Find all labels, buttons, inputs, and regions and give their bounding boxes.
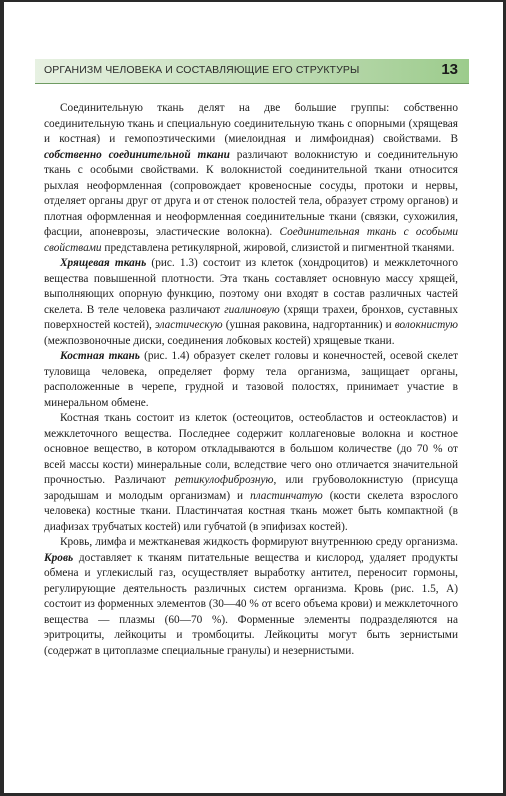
text-run: (кости скелета взрослого человека) костные ткани. Пластинчатая костная ткань может быть компактной (в диафизах трубчатых костей) или губчатой (в эпифизах костей). [44, 489, 458, 533]
italic-term: гиалиновую [224, 303, 280, 316]
text-run: (рис. 1.4) образует скелет головы и конечностей, осевой скелет туловища человека, определяет форму тела организма, защищает органы, расположенные в черепе, грудной и тазовой полостях, принимает участие в минеральном обмене. [44, 350, 459, 409]
paragraph [44, 349, 458, 411]
page-frame-left [0, 0, 4, 796]
paragraph [44, 256, 458, 349]
running-header-title: ОРГАНИЗМ ЧЕЛОВЕКА И СОСТАВЛЯЮЩИЕ ЕГО СТРУКТУРЫ [44, 64, 360, 76]
emphasized-term: Хрящевая ткань [60, 257, 147, 269]
emphasized-term: Кровь [44, 551, 74, 564]
italic-term: эластическую [154, 319, 223, 331]
text-run: Костная ткань состоит из клеток (остеоцитов, остеобластов и остеокластов) и межклеточного вещества. Последнее содержит коллагеновые волокна и костное основное вещество, в котором откладываются в большом количестве (до 70 % от всей массы кости) минеральные соли, вследствие чего оно отличается значительной прочностью. Различают [44, 412, 458, 486]
italic-term: ретикулофиброзную [174, 474, 274, 486]
text-run: Соединительную ткань делят на две большие группы: собственно соединительную ткань и специальную соединительную ткань с опорными (хрящевая и костная) и гемопоэтическими (миелоидная и лимфоидная) свойствами. В [44, 102, 458, 145]
text-run: представлена ретикулярной, жировой, слизистой и пигментной тканями. [101, 241, 455, 254]
italic-term: пластинчатую [250, 489, 323, 502]
emphasized-term: Костная ткань [60, 350, 140, 362]
text-run: различают волокнистую и соединительную ткань с особыми свойствами. К волокнистой соединительной ткани относится рыхлая неоформленная (сопровождает кровеносные сосуды, протоки и нервы, отделяет органы друг от друга и от стенок полостей тела, образует строму органов) и плотная оформленная и неоформленная соединительные ткани (связки, сухожилия, фасции, апоневрозы, эластические волокна). [44, 148, 458, 238]
text-run: (межпозвоночные диски, соединения лобковых костей) хрящевые ткани. [44, 334, 395, 347]
paragraph [44, 101, 458, 256]
text-run: (рис. 1.3) состоит из клеток (хондроцитов) и межклеточного вещества повышенной плотности. Эта ткань составляет основную массу хрящей, выполняющих опорную функцию, поэтому они входят в состав различных частей скелета. В теле человека различают [44, 257, 458, 316]
italic-term: волокнистую [394, 319, 458, 331]
paragraph [44, 535, 458, 659]
emphasized-term: собственно соединительной ткани [44, 148, 230, 161]
text-run: доставляет к тканям питательные вещества и кислород, удаляет продукты обмена и углекислый газ, осуществляет выработку антител, переносит гормоны, регулирующие деятельность различных систем организма. Кровь (рис. 1.5, А) состоит из форменных элементов (30—40 % от всего объема крови) и межклеточного вещества — плазмы (60—70 %). Форменные элементы подразделяются на эритроциты, лейкоциты и тромбоциты. Лейкоциты могут быть зернистыми (содержат в цитоплазме специальные гранулы) и незернистыми. [44, 551, 458, 657]
text-run: , или грубоволокнистую (присуща зародышам и молодым организмам) и [44, 474, 458, 502]
body-text [44, 101, 458, 659]
italic-term: Соединительная ткань с особыми свойствами [44, 226, 458, 254]
paragraph [44, 411, 458, 535]
page-frame-top [0, 0, 506, 2]
text-run: (хрящи трахеи, бронхов, суставных поверхностей костей), [44, 303, 458, 331]
text-run: (ушная раковина, надгортанник) и [222, 319, 395, 331]
text-run: Кровь, лимфа и межтканевая жидкость формируют внутреннюю среду организма. [60, 536, 458, 548]
page-number: 13 [441, 61, 458, 78]
